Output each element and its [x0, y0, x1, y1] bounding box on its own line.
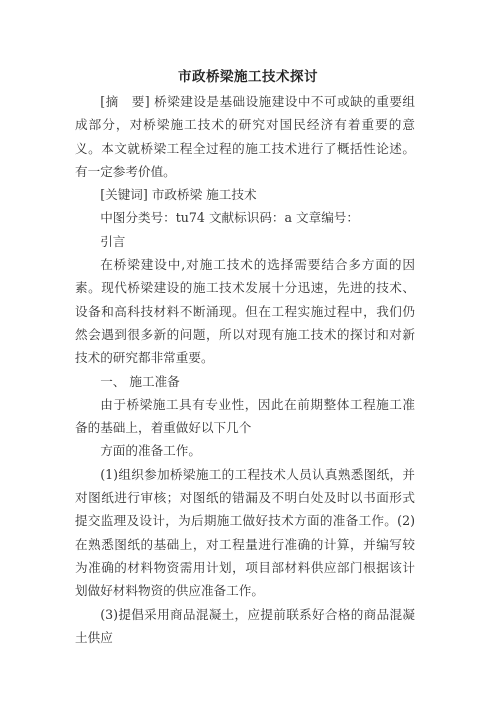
abstract-paragraph: [摘 要] 桥梁建设是基础设施建设中不可或缺的重要组成部分，对桥梁施工技术的研究对国民经济有着重要的意义。本文就桥梁工程全过程的施工技术进行了概括性论述。有一定参考价值。 — [75, 94, 415, 179]
preparation-paragraph-continued: 方面的准备工作。 — [100, 443, 201, 459]
section-heading-introduction: 引言 — [100, 233, 126, 249]
section-heading-preparation: 一、 施工准备 — [100, 373, 180, 389]
preparation-items-paragraph: (1)组织参加桥梁施工的工程技术人员认真熟悉图纸，并对图纸进行审核；对图纸的错漏及不明白处及时以书面形式提交监理及设计，为后期施工做好技术方面的准备工作。(2)在熟悉图纸的基础上，对工程量进行准确的计算，并编写较为准确的材料物资需用计划，项目部材料供应部门根据该计划做好材料物资的供应准备工作。 — [75, 466, 415, 599]
keywords-paragraph: [关键词] 市政桥梁 施工技术 — [100, 187, 257, 203]
introduction-paragraph: 在桥梁建设中,对施工技术的选择需要结合多方面的因素。现代桥梁建设的施工技术发展十分迅速，先进的技术、设备和高科技材料不断涌现。但在工程实施过程中，我们仍然会遇到很多新的问题，所以对现有施工技术的探讨和对新技术的研究都非常重要。 — [75, 257, 415, 366]
concrete-paragraph: (3)提倡采用商品混凝土，应提前联系好合格的商品混凝土供应 — [75, 606, 415, 645]
classification-paragraph: 中图分类号：tu74 文献标识码：a 文章编号： — [100, 210, 359, 226]
preparation-paragraph: 由于桥梁施工具有专业性，因此在前期整体工程施工准备的基础上，着重做好以下几个 — [75, 396, 415, 436]
document-title: 市政桥梁施工技术探讨 — [178, 69, 318, 85]
document-body — [75, 90, 415, 649]
